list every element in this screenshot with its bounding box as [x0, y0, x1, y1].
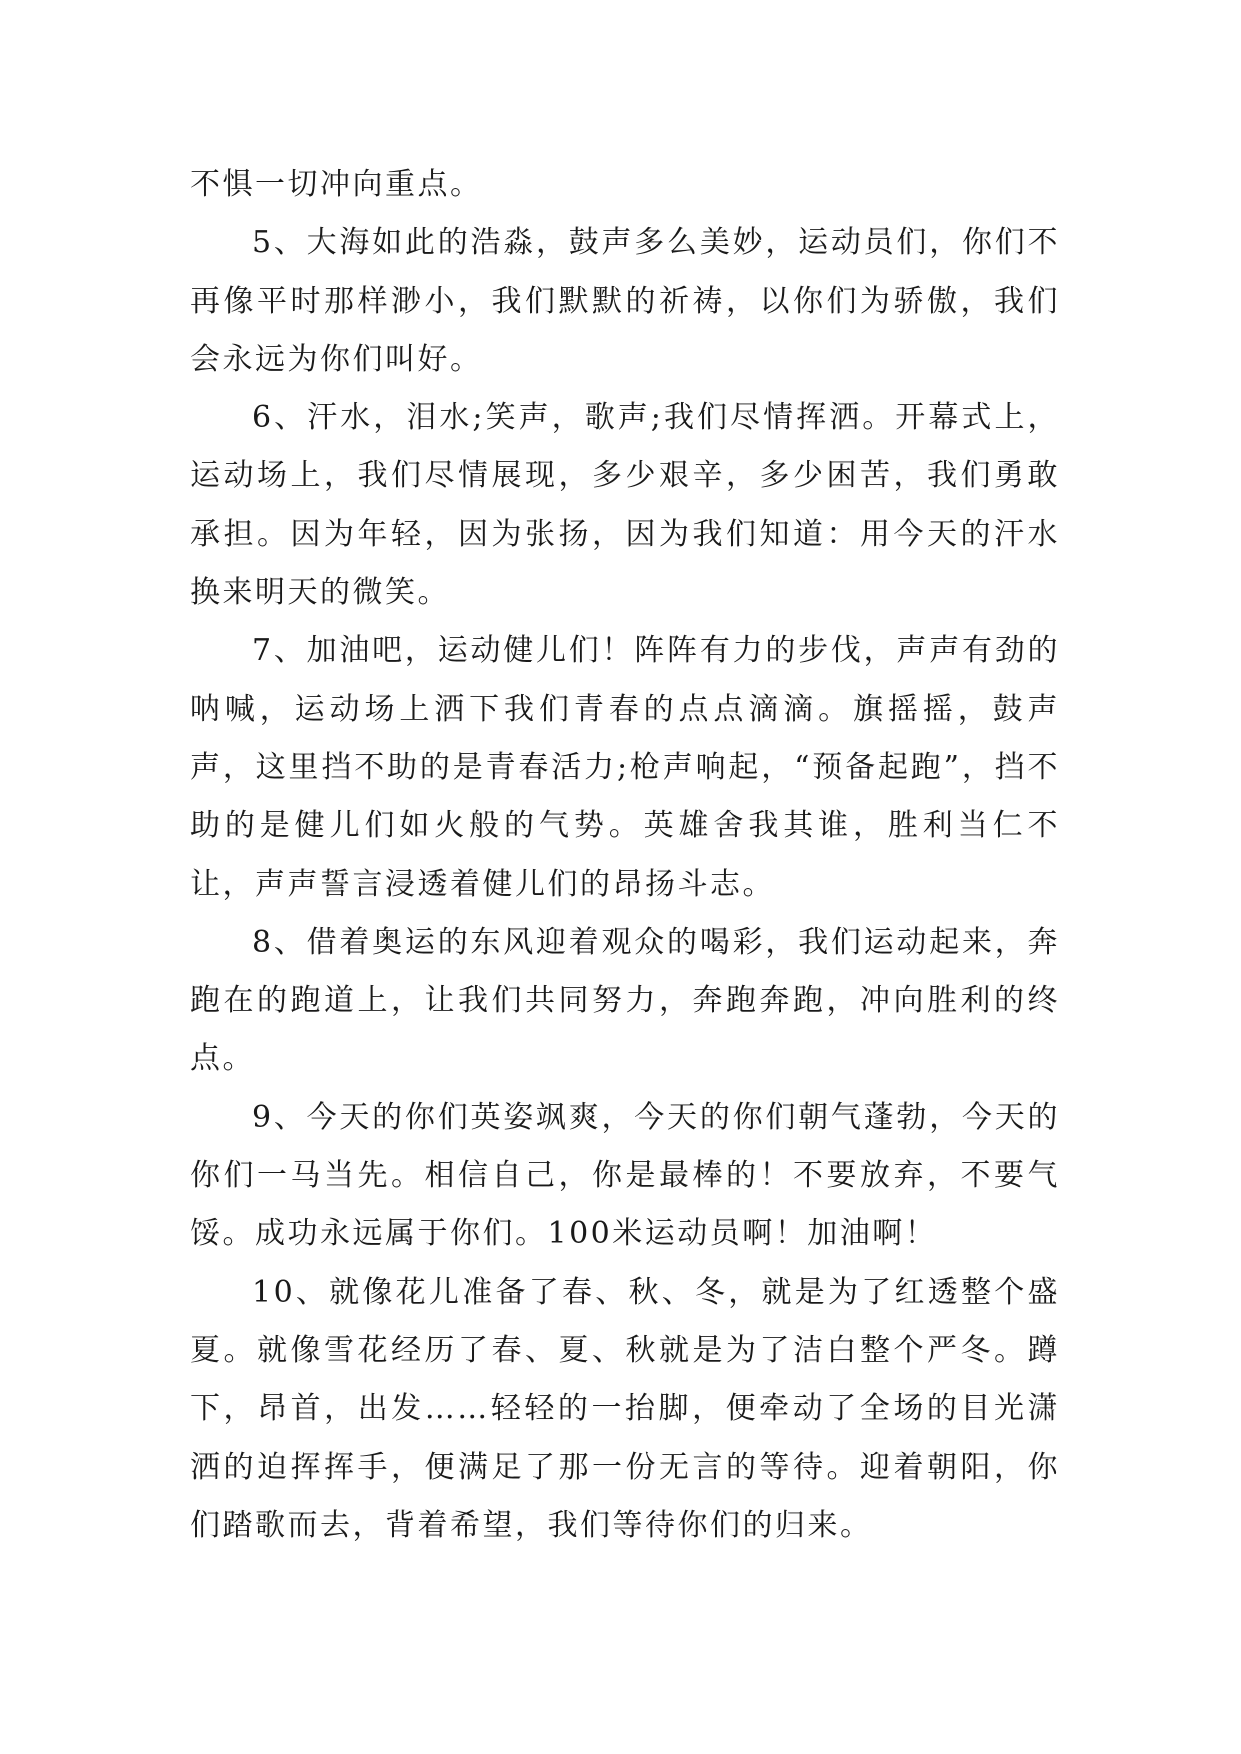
paragraph-item-10: 10、就像花儿准备了春、秋、冬，就是为了红透整个盛夏。就像雪花经历了春、夏、秋就是为了洁白整个严冬。蹲下，昂首，出发……轻轻的一抬脚，便牵动了全场的目光潇洒的迫挥挥手，便满足了那一份无言的等待。迎着朝阳，你们踏歌而去，背着希望，我们等待你们的归来。: [190, 1274, 1060, 1543]
paragraph-item-8: 8、借着奥运的东风迎着观众的喝彩，我们运动起来，奔跑在的跑道上，让我们共同努力，奔跑奔跑，冲向胜利的终点。: [190, 924, 1060, 1077]
paragraph-item-5: 5、大海如此的浩淼，鼓声多么美妙，运动员们，你们不再像平时那样渺小，我们默默的祈祷，以你们为骄傲，我们会永远为你们叫好。: [190, 225, 1060, 377]
document-body: [190, 156, 1060, 1555]
paragraph-item-9: 9、今天的你们英姿飒爽，今天的你们朝气蓬勃，今天的你们一马当先。相信自己，你是最棒的！不要放弃，不要气馁。成功永远属于你们。100米运动员啊！加油啊！: [190, 1099, 1060, 1252]
paragraph-continuation: 不惧一切冲向重点。: [190, 167, 483, 202]
paragraph-item-7: 7、加油吧，运动健儿们！阵阵有力的步伐，声声有劲的呐喊，运动场上洒下我们青春的点点滴滴。旗摇摇，鼓声声，这里挡不助的是青春活力;枪声响起，“预备起跑”，挡不助的是健儿们如火般的气势。英雄舍我其谁，胜利当仁不让，声声誓言浸透着健儿们的昂扬斗志。: [190, 633, 1060, 902]
paragraph-item-6: 6、汗水，泪水;笑声，歌声;我们尽情挥洒。开幕式上，运动场上，我们尽情展现，多少艰辛，多少困苦，我们勇敢承担。因为年轻，因为张扬，因为我们知道：用今天的汗水换来明天的微笑。: [190, 400, 1060, 611]
